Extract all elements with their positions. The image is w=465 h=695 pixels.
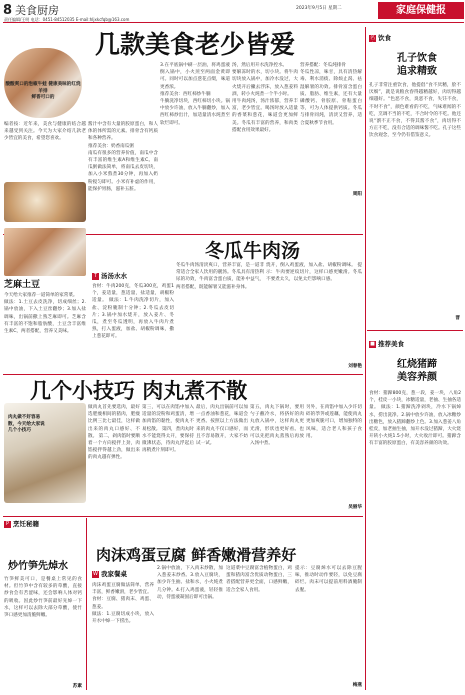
tag-square: W xyxy=(93,571,98,578)
tag-label: 饮食 xyxy=(378,34,391,42)
confucius-title: 孔子饮食 追求精致 xyxy=(397,53,437,77)
food-photo-dish xyxy=(4,182,86,222)
potato-title: 芝麻土豆 xyxy=(4,280,41,290)
confucius-body: 孔子非常注重饮食，他提倡“食不厌精，脍不厌细”，就是说粮食舂得越精越好，肉切得越细越好。“色恶不食，臭恶不食，失饪不食，不时不食”，颜色难看的不吃，气味难闻的不吃，烹调不当的不吃，不合时令的不吃。他还说“割不正不食，不得其酱不食”，肉切得不方正不吃，没有合适的调味酱不吃。孔子这些饮食观念，至今仍有借鉴意义。 xyxy=(369,83,461,139)
egg-col-3: 这道菜中豆腐富含植物蛋白，鸡蛋和猪肉富含优质动物蛋白，三者搭配营养更全面，口感鲜嫩，适合全家人食用。 xyxy=(226,566,292,593)
food-photo-potato xyxy=(4,228,86,276)
meatball-col-5: 另外，在肉馅中加入少许切碎的荸荠或莲藕，能使肉丸更加爽脆可口，增加独特的风味，适合老人和孩子食用。 xyxy=(306,405,362,439)
issue-date: 2023年9月5日 星期二 xyxy=(296,6,342,11)
tag-cooking-tips xyxy=(4,520,39,529)
egg-col-2: 2.锅中放油，下入肉末炒散，加入葱姜末炒香。3.放入豆腐块，加少许生抽、盐和水，小火炖煮几分钟。4.打入鸡蛋液，轻轻推动，待蛋液凝固后即可出锅。 xyxy=(157,566,223,600)
tag-label: 汤汤水水 xyxy=(101,272,127,280)
tag-square: 名人 xyxy=(369,35,375,49)
meatball-title: 几个小技巧 肉丸煮不散 xyxy=(30,378,248,403)
main-col-3: 汤，然后用开水洗净控水。 要解冻时的水，切小块。将牛肉切块放入锅中，加冷水没过，大火烧开后撇去浮沫，放入葱姜料酒，转小火炖煮一个半小时。 用牛肉炖汤，汤汁浓郁，营养丰富，老少皆宜。喝汤时放入适量的香菜和葱花，味道会更加鲜美。冬瓜有丰富的营养，和肉类搭配食用效果最好。 xyxy=(232,63,298,133)
right-rule xyxy=(367,330,463,331)
egg-tofu-title: 肉沫鸡蛋豆腐 鲜香嫩滑营养好 xyxy=(96,546,297,564)
egg-author: 梅燕 xyxy=(352,683,362,688)
bamboo-divider xyxy=(86,518,87,690)
main-col-2: 3.在平底锅中刷一层油，将鸡蛋液倒入锅中，小火煎至两面金黄即可。同时可以加点葱花点缀，味道更香浓。 推荐美食：西红柿炒牛腩 牛腩洗净切块，西红柿切小块。锅中放少许油，放入牛腩翻炒，加入西红柿炒出汁，加适量清水炖煮至软烂即可。 xyxy=(160,63,230,126)
tag-soup xyxy=(92,272,127,281)
tag-square: P xyxy=(5,521,9,528)
soup-author: 刘春艳 xyxy=(348,364,362,369)
meatball-author: 吴丽华 xyxy=(348,505,362,510)
potato-body: 今天给大家推荐一道简单的家常菜。 做法：1.土豆去皮洗净，切成细丝；2.锅中放油，下入土豆丝翻炒；3.加入盐调味，出锅前撒上熟芝麻即可。芝麻含有丰富的不饱和脂肪酸，土豆含丰富维生素C，两者搭配，营养又美味。 xyxy=(4,293,86,335)
section-rule-3 xyxy=(3,516,363,517)
main-photo-caption: 酸酸爽口的泡椒牛蛙 健康美味的红烧羊排 鲜香可口的 xyxy=(5,82,81,101)
main-col-4: 营养搭配：冬瓜炖排骨 冬瓜性凉，味甘，具有清热解毒、利水消痰、除烦止渴、祛湿解暑的功效。排骨富含蛋白质、脂肪、维生素，还有大量磷酸钙、骨胶原、骨粘蛋白等，可为人体提供钙质。冬瓜与排骨同炖，清淡又营养，适合夏秋季节食用。 xyxy=(300,63,362,126)
soup-title: 冬瓜牛肉汤 xyxy=(205,240,301,262)
tag-square: T xyxy=(93,273,98,280)
tag-label: 我家餐桌 xyxy=(101,570,127,578)
soup-col-3: 烧开，倒入鸡蛋液，加入盐、胡椒粉调味。 提示：牛肉要逆纹切片，这样口感更嫩滑。冬瓜不要煮太久，以免太烂影响口感。 xyxy=(266,263,362,283)
pork-feet-body: 食材：猪蹄800克，葱一段，姜一块，八角2个，桂皮一小块，冰糖适量，老抽、生抽各适量。 做法：1.猪蹄洗净剁块，冷水下锅焯水，捞出洗净。2.锅中放少许油，放入冰糖炒出糖色，放入猪蹄翻炒上色。3.加入葱姜八角桂皮，加老抽生抽，加开水没过猪蹄，大火烧开转小火炖1.5小时，大火收汁即可。猪蹄含有丰富的胶原蛋白，有美容养颜的功效。 xyxy=(369,391,461,447)
page-number: 8 xyxy=(3,3,13,18)
egg-col-1: 肉沫鸡蛋豆腐做法简单，营养丰富，鲜香嫩滑，老少皆宜。 食材：豆腐、猪肉末、鸡蛋、葱姜。 做法：1.豆腐切成小块，放入开水中焯一下捞出。 xyxy=(92,583,154,625)
tag-square: ■ xyxy=(370,341,375,348)
editor-meta: 责任编辑/王明 电话：0451-84512035 E-mail:hljxkcfqb@163.com xyxy=(4,17,130,22)
pork-feet-title: 红烧猪蹄 美容养颜 xyxy=(397,359,437,383)
section-title: 美食厨房 xyxy=(15,4,59,17)
meatball-col-4: 第五，肉丸下锅时，要用勺子蘸冷水，将挤好的肉丸放入锅中，这样肉丸更光滑，形状也更好看。也可以先把肉丸蒸熟后再放入汤中煮。 xyxy=(250,405,304,447)
right-divider xyxy=(365,27,366,690)
main-col-1: 酱汁中含有大量的胶原蛋白，和人体的体所需的元素。排骨含有钙质和各种营养。 推荐美食：奶香南瓜粥 南瓜有很多的营养价值，南瓜中含有丰富的维生素A和维生素C。南瓜粥做法简单，将南瓜去皮切块，加入小米熬煮30分钟，再加入奶粉搅匀即可。小米有补虚的作用，能保护胃肠，滋补五脏。 xyxy=(88,122,158,192)
meatball-col-2: 第三，可以在肉馅中加入适量的淀粉和鸡蛋清，增加肉馅的黏性，使肉丸不易松散。 第四，煮肉丸时水不能烧得太开，要保持微沸状态，待肉丸浮起后再稍煮片刻即可。 xyxy=(142,405,194,454)
tag-home-table xyxy=(92,570,127,579)
soup-col-1: 食材：牛肉200克，冬瓜300克，鸡蛋1个，姜适量，葱适量，盐适量，胡椒粉适量。 做法：1.牛肉洗净切片，加入盐、淀粉腌制十分钟；2.冬瓜去皮切片；3.锅中加水烧开，放入姜片、冬瓜，煮至冬瓜透明，再放入牛肉片煮熟，打入蛋液，加盐、胡椒粉调味，撒上葱花即可。 xyxy=(92,284,174,340)
bamboo-body: 竹笋鲜美可口，是餐桌上常见的食材。但竹笋中含有较多的草酸，直接炒食会有苦涩味，还会影响人体对钙的吸收。因此炒竹笋前最好先焯一下水，这样可以去除大部分草酸，使竹笋口感更加清脆鲜嫩。 xyxy=(4,577,82,619)
bamboo-title: 炒竹笋先焯水 xyxy=(8,561,68,572)
tag-label: 推荐美食 xyxy=(378,340,404,348)
tag-recommend xyxy=(369,340,404,349)
main-title: 几款美食老少皆爱 xyxy=(95,30,296,59)
newspaper-brand: 家庭保健报 xyxy=(378,2,464,19)
main-author: 周阳 xyxy=(352,192,362,197)
tag-famous-diet xyxy=(369,34,391,49)
egg-col-4: 提示：豆腐焯水可以去除豆腥味，推动时动作要轻，以免豆腐碎烂。肉末可以提前用料酒腌制去腥。 xyxy=(295,566,362,593)
header-rule xyxy=(3,22,464,23)
main-intro: 编者按：近年来，美食与健康的结合越来越受到关注。今天为大家介绍几款老少皆宜的美食，希望您喜欢。 xyxy=(4,122,86,142)
section-rule-2 xyxy=(3,374,363,375)
confucius-author: 晋 xyxy=(455,316,460,321)
tag-label: 烹饪秘籍 xyxy=(13,520,39,528)
meatball-col-1: 做肉丸首先要选肉，最好选肥瘦相间的猪肉，肥瘦比例三比七最佳，这样做出来的肉丸口感好、不散。 第二，剁肉馅时要顺着一个方向搅拌上劲，肉馅搅拌得越上劲，做出来的肉丸越有弹性。 xyxy=(88,405,140,461)
meatball-caption: 肉丸做不好容易散，今天给大家说几个小技巧 xyxy=(8,415,45,434)
soup-col-2: 冬瓜牛肉汤清淡爽口，营养丰富，是一道非常适合全家人饮用的靓汤。冬瓜具有清热利尿的功效，牛肉富含蛋白质，能补中益气，两者搭配，既能解暑又能滋补身体。 xyxy=(176,263,264,290)
meatball-col-3: 最后，肉丸出锅前可以加一点香油和葱花，味道会更香。按照以上方法做出来的肉丸不仅口感好，而且不容易散开，大家不妨试一试。 xyxy=(196,405,248,447)
bamboo-author: 苏素 xyxy=(72,684,82,689)
